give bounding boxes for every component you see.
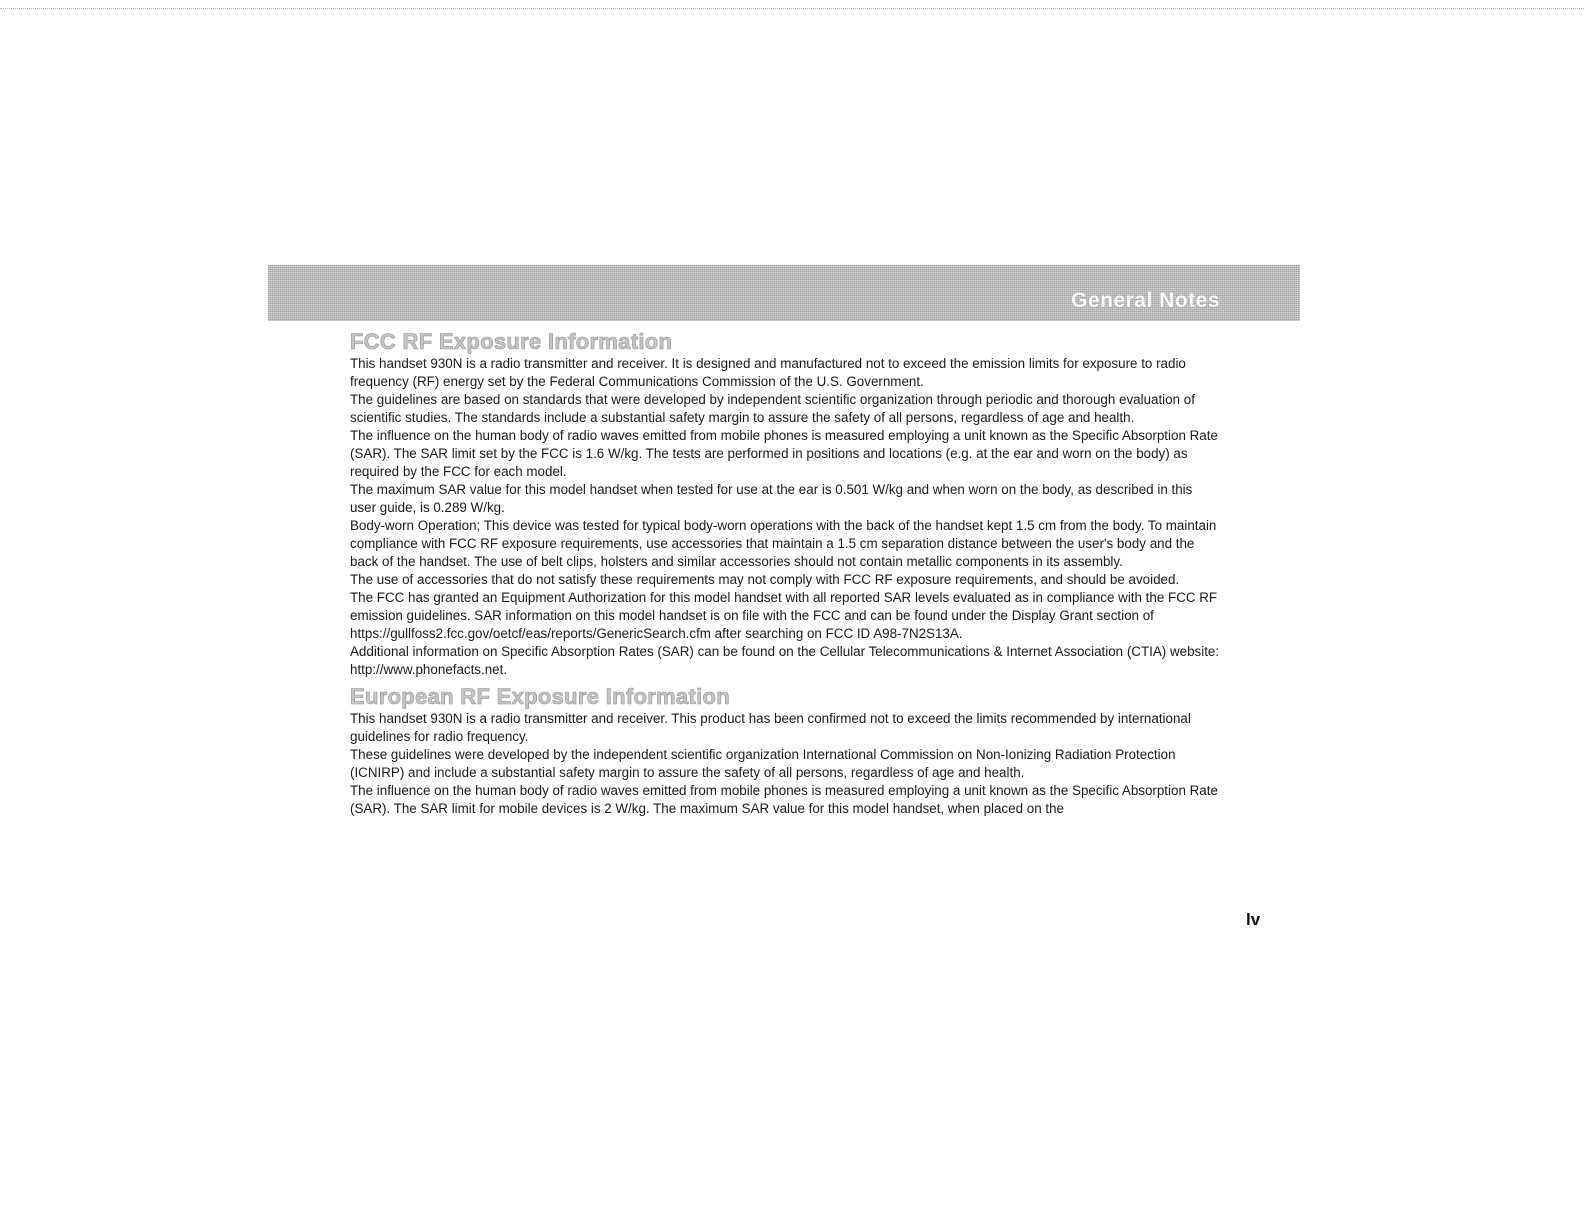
paragraph: The guidelines are based on standards that were developed by independent scientific organization through periodic and thorough evaluation of scientific studies. The standards include a substantial safety margin to assure the safety of all persons, regardless of age and health. <box>350 392 1195 425</box>
paragraph: The use of accessories that do not satisfy these requirements may not comply with FCC RF exposure requirements, and should be avoided. <box>350 572 1180 587</box>
paragraph: Additional information on Specific Absorption Rates (SAR) can be found on the Cellular Telecommunications & Internet Association (CTIA) website: <box>350 644 1220 659</box>
paragraph: The influence on the human body of radio waves emitted from mobile phones is measured employing a unit known as the Specific Absorption Rate (SAR). The SAR limit for mobile devices is 2 W/kg. The maximum SAR value for this model handset, when placed on the <box>350 783 1218 816</box>
section-heading-european: European RF Exposure Information <box>350 684 730 709</box>
paragraph: Body-worn Operation; This device was tested for typical body-worn operations with the back of the handset kept 1.5 cm from the body. To maintain compliance with FCC RF exposure requirements, use accessories that maintain a 1.5 cm separation distance between the user's body and the back of the handset. The use of belt clips, holsters and similar accessories should not contain metallic components in its assembly. <box>350 518 1217 569</box>
section-heading-fcc: FCC RF Exposure Information <box>350 329 673 354</box>
paragraph: The influence on the human body of radio waves emitted from mobile phones is measured employing a unit known as the Specific Absorption Rate (SAR). The SAR limit set by the FCC is 1.6 W/kg. The tests are performed in positions and locations (e.g. at the ear and worn on the body) as required by the FCC for each model. <box>350 428 1218 479</box>
page-number: lv <box>1246 910 1261 929</box>
paragraph: The FCC has granted an Equipment Authorization for this model handset with all reported SAR levels evaluated as in compliance with the FCC RF emission guidelines. SAR information on this model handset is on file with the FCC and can be found under the Display Grant section of https://gullfoss2.fcc.gov/oetcf/eas/reports/GenericSearch.cfm after searching on FCC ID A98-7N2S13A. <box>350 590 1218 641</box>
paragraph: This handset 930N is a radio transmitter and receiver. This product has been confirmed not to exceed the limits recommended by international guidelines for radio frequency. <box>350 711 1191 744</box>
paragraph: This handset 930N is a radio transmitter and receiver. It is designed and manufactured not to exceed the emission limits for exposure to radio frequency (RF) energy set by the Federal Communications Commission of the U.S. Government. <box>350 356 1186 389</box>
document-body <box>350 328 1222 818</box>
paragraph: These guidelines were developed by the independent scientific organization International Commission on Non-Ionizing Radiation Protection (ICNIRP) and include a substantial safety margin to assure the safety of all persons, regardless of age and health. <box>350 747 1176 780</box>
website-url: http://www.phonefacts.net. <box>350 662 508 677</box>
scan-edge-line <box>0 8 1584 9</box>
section-header-band <box>268 265 1300 321</box>
header-title: General Notes <box>1071 289 1220 312</box>
paragraph: The maximum SAR value for this model handset when tested for use at the ear is 0.501 W/kg and when worn on the body, as described in this user guide, is 0.289 W/kg. <box>350 482 1193 515</box>
